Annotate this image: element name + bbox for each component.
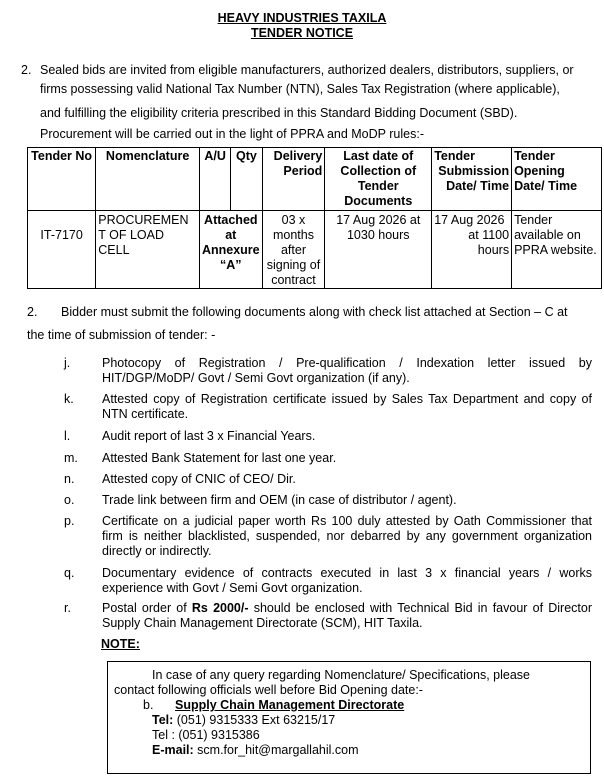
list-item [64, 566, 592, 598]
cell-submission: 17 Aug 2026 at 1100 hours [432, 211, 512, 289]
list-item-line: Attested Bank Statement for last one year. [102, 451, 337, 465]
postal-order-amount: Rs 2000/- [191, 601, 249, 615]
note-line-1: In case of any query regarding Nomenclature/ Specifications, please [152, 668, 530, 682]
bidder-line-2: the time of submission of tender: - [27, 328, 216, 342]
header-au: A/U [199, 148, 230, 211]
intro-line-2: firms possessing valid National Tax Number (NTN), Sales Tax Registration (where applicable), [40, 82, 560, 96]
cell-au-qty: Attached at Annexure “A” [199, 211, 262, 289]
intro-line-4: Procurement will be carried out in the light of PPRA and MoDP rules:- [40, 127, 424, 141]
list-item [64, 392, 592, 424]
list-marker: j. [64, 356, 71, 370]
header-tender-no: Tender No [28, 148, 96, 211]
header-qty: Qty [231, 148, 262, 211]
list-marker: k. [64, 392, 74, 406]
cell-tender-no: IT-7170 [28, 211, 96, 289]
note-line-2: contact following officials well before Bid Opening date:- [114, 683, 423, 697]
list-marker: p. [64, 514, 75, 528]
list-item-line: Postal order of Rs 2000/- should be enclosed with Technical Bid in favour of Director [102, 601, 592, 615]
email-link[interactable]: scm.for_hit@margallahil.com [193, 743, 359, 757]
contact-tel-2: Tel : (051) 9315386 [152, 728, 260, 742]
intro-number: 2. [21, 63, 32, 77]
list-item-line: Trade link between firm and OEM (in case of distributor / agent). [102, 493, 457, 507]
list-marker: n. [64, 472, 75, 486]
intro-line-3: and fulfilling the eligibility criteria prescribed in this Standard Bidding Document (SBD). [40, 106, 518, 120]
cell-last-date: 17 Aug 2026 at 1030 hours [325, 211, 432, 289]
list-item-line: Photocopy of Registration / Pre-qualification / Indexation letter issued by [102, 356, 592, 370]
list-item [64, 356, 592, 388]
cell-nomenclature: PROCUREMEN T OF LOAD CELL [96, 211, 200, 289]
header-opening: Tender Opening Date/ Time [512, 148, 602, 211]
list-marker: r. [64, 601, 71, 615]
list-item-line: HIT/DGP/MoDP/ Govt / Semi Govt organization (if any). [102, 371, 410, 385]
list-item-line: Certificate on a judicial paper worth Rs 100 duly attested by Oath Commissioner that [102, 514, 592, 528]
directorate-name: Supply Chain Management Directorate [175, 698, 405, 712]
list-item-line: Audit report of last 3 x Financial Years. [102, 429, 316, 443]
list-item [64, 601, 592, 633]
notice-title: TENDER NOTICE [250, 26, 354, 40]
note-label: NOTE: [101, 637, 140, 651]
tender-table [27, 147, 602, 289]
note-sub-marker: b. [143, 698, 154, 712]
list-item-line: Attested copy of Registration certificate issued by Sales Tax Department and copy of [102, 392, 592, 406]
header-delivery-period: Delivery Period [262, 148, 325, 211]
list-item-line: NTN certificate. [102, 407, 189, 421]
list-item-line: firm is neither blacklisted, suspended, nor debarred by any government organization [102, 529, 592, 543]
cell-delivery-period: 03 x months after signing of contract [262, 211, 325, 289]
list-marker: m. [64, 451, 78, 465]
intro-line-1: Sealed bids are invited from eligible manufacturers, authorized dealers, distributors, suppliers, or [40, 63, 574, 77]
list-item-line: experience with Govt / Semi Govt organization. [102, 581, 363, 595]
header-submission: Tender Submission Date/ Time [432, 148, 512, 211]
list-item [64, 514, 592, 562]
table-row [28, 211, 602, 289]
bidder-line-1: Bidder must submit the following documents along with check list attached at Section – C at [61, 305, 568, 319]
list-item-line: Attested copy of CNIC of CEO/ Dir. [102, 472, 296, 486]
header-nomenclature: Nomenclature [96, 148, 200, 211]
list-marker: q. [64, 566, 75, 580]
cell-opening: Tender available on PPRA website. [512, 211, 602, 289]
bidder-number: 2. [27, 305, 38, 319]
contact-email: E-mail: scm.for_hit@margallahil.com [152, 743, 359, 757]
note-box [107, 661, 591, 774]
list-marker: o. [64, 493, 75, 507]
list-item-line: Supply Chain Management Directorate (SCM), HIT Taxila. [102, 616, 423, 630]
list-item-line: Documentary evidence of contracts executed in last 3 x financial years / works [102, 566, 592, 580]
contact-tel: Tel: (051) 9315333 Ext 63215/17 [152, 713, 336, 727]
table-header-row [28, 148, 602, 211]
list-marker: l. [64, 429, 71, 443]
header-last-date: Last date of Collection of Tender Documents [325, 148, 432, 211]
list-item-line: directly or indirectly. [102, 544, 212, 558]
org-title: HEAVY INDUSTRIES TAXILA [217, 11, 387, 25]
